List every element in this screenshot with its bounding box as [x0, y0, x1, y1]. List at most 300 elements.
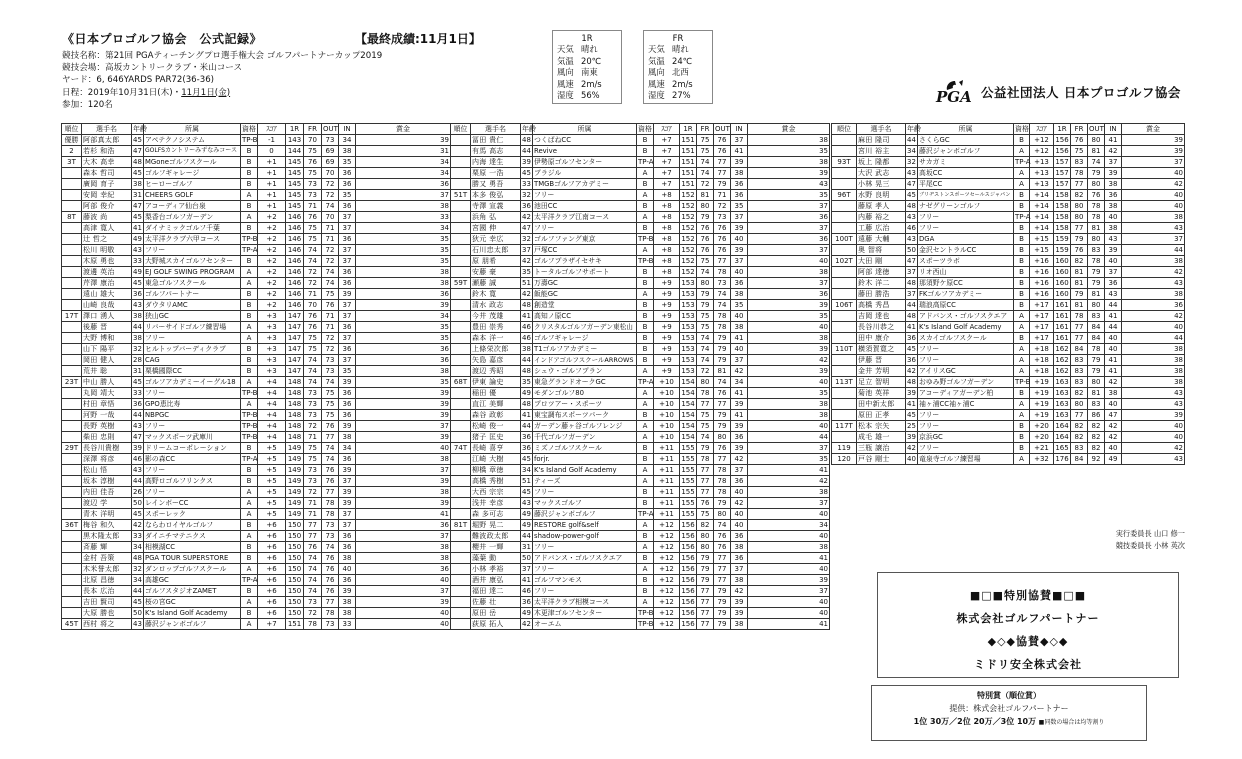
in-cell: 39 — [731, 245, 748, 256]
score-cell: +19 — [1030, 410, 1054, 421]
final-round-cell: 73 — [304, 597, 322, 608]
round1-cell: 156 — [681, 565, 695, 573]
rank-cell — [62, 190, 82, 201]
prize-money-cell: 39 — [356, 476, 451, 487]
table-row — [451, 168, 830, 179]
rank-cell — [451, 410, 471, 421]
prize-money-cell: 38 — [356, 454, 451, 465]
final-round-cell: 77 — [1071, 223, 1088, 234]
table-row — [451, 311, 830, 322]
affiliation-cell: サカガミ — [918, 157, 1014, 168]
score-cell: +7 — [654, 135, 680, 146]
round1-cell: 157 — [1055, 169, 1069, 177]
round1-cell: 146 — [286, 256, 304, 267]
affiliation-cell: 金沢セントラルCC — [918, 245, 1014, 256]
in-cell: 36 — [339, 388, 356, 399]
in-cell: 41 — [731, 333, 748, 344]
out-cell: 76 — [322, 575, 339, 586]
qualification-cell: A — [241, 399, 258, 410]
player-name-cell: 安岡 幸紀 — [82, 190, 132, 201]
out-cell: 71 — [714, 190, 731, 201]
round1-cell: 149 — [286, 454, 304, 465]
affiliation-cell: ティーズ — [533, 476, 637, 487]
round1-cell: 161 — [1055, 323, 1069, 331]
player-name-cell: 福田 達二 — [471, 586, 521, 597]
score-cell: +12 — [654, 619, 680, 630]
player-name-cell: 藻葉 動 — [471, 553, 521, 564]
qualification-cell: B — [241, 553, 258, 564]
score-cell: 0 — [258, 146, 286, 157]
final-round-cell: 75 — [304, 443, 322, 454]
qualification-cell: A — [241, 190, 258, 201]
out-cell: 79 — [714, 421, 731, 432]
prize-money-cell: 43 — [1122, 399, 1185, 410]
rank-cell — [451, 388, 471, 399]
in-cell: 38 — [731, 575, 748, 586]
in-cell: 37 — [339, 509, 356, 520]
score-cell: +4 — [258, 399, 286, 410]
round1-cell: 146 — [286, 289, 304, 300]
out-cell: 83 — [1088, 245, 1105, 256]
affiliation-cell: フリー — [533, 564, 637, 575]
out-cell: 72 — [714, 201, 731, 212]
rank-cell: 17T — [62, 311, 82, 322]
out-cell: 77 — [714, 575, 731, 586]
age-cell: 45 — [133, 598, 142, 606]
affiliation-cell: マックスゴルフ — [533, 498, 637, 509]
table-row — [832, 366, 1185, 377]
col-header-round1: 1R — [1054, 124, 1071, 135]
age-cell: 43 — [133, 466, 142, 474]
qualification-cell: B — [637, 531, 654, 542]
age-cell: 43 — [907, 235, 916, 243]
qualification-cell: A — [1014, 366, 1030, 377]
prize-money-cell: 38 — [1122, 377, 1185, 388]
out-cell: 76 — [714, 531, 731, 542]
col-header-score: ｽｺｱ — [1030, 124, 1054, 135]
qualification-cell: B — [637, 586, 654, 597]
score-cell: +12 — [1030, 135, 1054, 146]
age-cell: 46 — [907, 224, 916, 232]
player-name-cell: 田中 康介 — [857, 333, 906, 344]
col-header-qualification: 資格 — [242, 125, 256, 133]
round1-cell: 146 — [286, 267, 304, 278]
age-cell: 38 — [133, 334, 142, 342]
rank-cell: 3T — [62, 157, 82, 168]
affiliation-cell: フリー — [533, 223, 637, 234]
player-name-cell: 辻 哲之 — [82, 234, 132, 245]
table-row — [832, 146, 1185, 157]
round1-cell: 158 — [1055, 224, 1069, 232]
rank-cell — [451, 498, 471, 509]
rank-cell — [451, 289, 471, 300]
round1-cell: 148 — [286, 421, 304, 432]
in-cell: 37 — [339, 245, 356, 256]
rank-cell: 120 — [832, 454, 857, 465]
cosponsor-heading: ◆◇◆協賛◆◇◆ — [987, 635, 1069, 648]
final-round-cell: 75 — [697, 509, 714, 520]
player-name-cell: 大野 博和 — [82, 333, 132, 344]
affiliation-cell: 千代ゴルフガーデン — [533, 432, 637, 443]
score-cell: +2 — [258, 223, 286, 234]
affiliation-cell: 那須野ケ原CC — [918, 278, 1014, 289]
in-cell: 34 — [731, 377, 748, 388]
rank-cell — [62, 575, 82, 586]
score-cell: +3 — [258, 355, 286, 366]
round1-cell: 150 — [286, 575, 304, 586]
score-cell: +17 — [1030, 311, 1054, 322]
table-header — [62, 124, 451, 135]
out-cell: 79 — [1088, 267, 1105, 278]
pga-mark-icon — [935, 78, 975, 106]
in-cell: 36 — [339, 267, 356, 278]
qualification-cell: A — [241, 487, 258, 498]
qualification-cell: B — [637, 454, 654, 465]
round1-cell: 154 — [681, 378, 695, 386]
age-cell: 44 — [907, 136, 916, 144]
table-row — [451, 289, 830, 300]
age-cell: 25 — [907, 422, 916, 430]
player-name-cell: 荒井 聡 — [82, 366, 132, 377]
score-cell: +2 — [258, 245, 286, 256]
player-name-cell: 有馬 高志 — [471, 146, 521, 157]
weather-row: 天気 晴れ — [648, 44, 689, 55]
score-cell: +10 — [654, 388, 680, 399]
score-cell: +18 — [1030, 344, 1054, 355]
round1-cell: 152 — [681, 191, 695, 199]
player-name-cell: 工藤 広治 — [857, 223, 906, 234]
in-cell: 44 — [1105, 322, 1122, 333]
qualification-cell: B — [241, 465, 258, 476]
table-row — [62, 267, 451, 278]
rank-cell — [451, 597, 471, 608]
player-name-cell: 伊藤 晋 — [857, 355, 906, 366]
out-cell: 79 — [714, 619, 731, 630]
in-cell: 43 — [1105, 289, 1122, 300]
final-round-cell: 74 — [304, 575, 322, 586]
table-row — [451, 443, 830, 454]
table-row — [451, 432, 830, 443]
final-round-cell: 73 — [304, 410, 322, 421]
score-cell: +11 — [654, 476, 680, 487]
age-cell: 39 — [133, 444, 142, 452]
table-row — [451, 608, 830, 619]
table-row — [832, 421, 1185, 432]
affiliation-cell: Revive — [533, 146, 637, 157]
prize-money-cell: 37 — [748, 586, 830, 597]
affiliation-cell: ゴルフプラザイセサキ — [533, 256, 637, 267]
qualification-cell: B — [637, 333, 654, 344]
table-row — [451, 388, 830, 399]
prize-money-cell: 37 — [748, 245, 830, 256]
table-row — [451, 498, 830, 509]
score-cell: +11 — [654, 509, 680, 520]
score-cell: +2 — [258, 234, 286, 245]
in-cell: 36 — [339, 399, 356, 410]
round1-cell: 154 — [681, 422, 695, 430]
affiliation-cell: ゴルフアカデミーイーグル18 — [144, 377, 241, 388]
prize-money-cell: 40 — [1122, 421, 1185, 432]
player-name-cell: 森本 哲司 — [82, 168, 132, 179]
affiliation-cell: プロツアー・スポーツ — [533, 399, 637, 410]
col-header-final-round: FR — [1071, 124, 1088, 135]
in-cell: 38 — [1105, 179, 1122, 190]
age-cell: 45 — [522, 455, 531, 463]
qualification-cell: B — [241, 223, 258, 234]
round1-cell: 143 — [286, 135, 304, 146]
table-row — [62, 234, 451, 245]
out-cell: 84 — [1088, 322, 1105, 333]
prize-money-cell: 39 — [748, 168, 830, 179]
score-cell: +12 — [654, 531, 680, 542]
player-name-cell: 堀野 晃二 — [471, 520, 521, 531]
final-round-cell: 76 — [1071, 245, 1088, 256]
final-round-cell: 71 — [304, 509, 322, 520]
qualification-cell: B — [637, 553, 654, 564]
qualification-cell: TP-B — [1015, 378, 1031, 386]
round1-cell: 153 — [681, 367, 695, 375]
rank-cell — [451, 300, 471, 311]
rank-cell — [62, 300, 82, 311]
round1-cell: 155 — [681, 477, 695, 485]
final-round-cell: 71 — [304, 201, 322, 212]
table-row — [62, 201, 451, 212]
table-row — [62, 333, 451, 344]
out-cell: 79 — [714, 608, 731, 619]
prize-money-cell: 36 — [748, 212, 830, 223]
score-cell: +20 — [1030, 432, 1054, 443]
rank-cell — [62, 179, 82, 190]
in-cell: 41 — [1105, 135, 1122, 146]
final-round-cell: 77 — [1071, 333, 1088, 344]
age-cell: 33 — [133, 532, 142, 540]
tournament-info — [62, 50, 382, 111]
out-cell: 69 — [322, 157, 339, 168]
player-name-cell: 丸岡 靖大 — [82, 388, 132, 399]
final-round-cell: 79 — [697, 564, 714, 575]
rank-cell — [62, 476, 82, 487]
affiliation-cell: スポーツラボ — [918, 256, 1014, 267]
round1-cell: 151 — [681, 169, 695, 177]
in-cell: 41 — [731, 146, 748, 157]
affiliation-cell: 大野城スカイゴルフセンター — [144, 256, 241, 267]
table-row — [451, 179, 830, 190]
qualification-cell: TP-B — [638, 235, 654, 243]
affiliation-cell: さくらGC — [918, 135, 1014, 146]
round1-cell: 156 — [681, 554, 695, 562]
table-row — [832, 388, 1185, 399]
round1-cell: 157 — [1055, 158, 1069, 166]
round1-cell: 147 — [286, 333, 304, 344]
col-header-out: OUT — [1089, 125, 1104, 133]
final-round-cell: 82 — [1071, 432, 1088, 443]
out-cell: 76 — [322, 476, 339, 487]
rank-cell — [451, 355, 471, 366]
out-cell: 77 — [714, 454, 731, 465]
rank-cell — [832, 278, 857, 289]
prize-money-cell: 31 — [356, 146, 451, 157]
player-name-cell: 木原 勇也 — [82, 256, 132, 267]
score-cell: +11 — [654, 498, 680, 509]
in-cell: 39 — [339, 465, 356, 476]
qualification-cell: A — [637, 289, 654, 300]
out-cell: 73 — [322, 520, 339, 531]
col-header-age: 年齢 — [133, 125, 147, 133]
score-cell: +8 — [654, 267, 680, 278]
score-cell: +6 — [258, 564, 286, 575]
table-row — [451, 564, 830, 575]
final-round-cell: 76 — [697, 245, 714, 256]
final-round-cell: 76 — [304, 157, 322, 168]
results-table-1 — [61, 123, 451, 630]
final-round-cell: 81 — [697, 190, 714, 201]
qualification-cell: B — [1014, 201, 1030, 212]
rank-cell — [451, 157, 471, 168]
table-row — [832, 135, 1185, 146]
round1-cell: 146 — [286, 245, 304, 256]
out-cell: 79 — [1088, 366, 1105, 377]
age-cell: 46 — [522, 334, 531, 342]
qualification-cell: A — [241, 509, 258, 520]
rank-cell — [451, 201, 471, 212]
prize-money-cell: 35 — [748, 388, 830, 399]
qualification-cell: A — [637, 476, 654, 487]
in-cell: 40 — [731, 234, 748, 245]
score-cell: +12 — [654, 553, 680, 564]
col-header-out: OUT — [715, 125, 730, 133]
prize-money-cell: 42 — [748, 355, 830, 366]
affiliation-cell: フリー — [918, 344, 1014, 355]
prize-money-cell: 40 — [356, 443, 451, 454]
qualification-cell: A — [637, 564, 654, 575]
final-round-cell: 78 — [1071, 168, 1088, 179]
final-round-cell: 75 — [304, 234, 322, 245]
table-row — [832, 168, 1185, 179]
table-row — [451, 520, 830, 531]
weather-row: 風向 北西 — [648, 67, 689, 78]
in-cell: 36 — [1105, 278, 1122, 289]
out-cell: 73 — [322, 355, 339, 366]
in-cell: 36 — [731, 476, 748, 487]
round1-cell: 150 — [286, 564, 304, 575]
prize-money-cell: 38 — [748, 267, 830, 278]
rank-cell — [451, 619, 471, 630]
prize-money-cell: 38 — [748, 135, 830, 146]
affiliation-cell: フリー — [533, 487, 637, 498]
round1-cell: 156 — [681, 543, 695, 551]
qualification-cell: B — [241, 300, 258, 311]
out-cell: 84 — [1088, 333, 1105, 344]
rank-cell — [451, 168, 471, 179]
rank-cell — [832, 179, 857, 190]
affiliation-cell: ナゼグリーンゴルフ — [918, 201, 1014, 212]
final-round-cell: 76 — [304, 212, 322, 223]
age-cell: 43 — [133, 620, 142, 628]
player-name-cell: 藤波 尚 — [82, 212, 132, 223]
in-cell: 38 — [731, 542, 748, 553]
table-row — [832, 311, 1185, 322]
final-round-cell: 73 — [304, 388, 322, 399]
out-cell: 80 — [1088, 377, 1105, 388]
final-round-cell: 81 — [1071, 278, 1088, 289]
age-cell: 45 — [522, 488, 531, 496]
final-round-cell: 77 — [697, 608, 714, 619]
prize-money-cell: 36 — [1122, 300, 1185, 311]
player-name-cell: 渡邊 英治 — [82, 267, 132, 278]
affiliation-cell: リバーサイドゴルフ練習場 — [144, 322, 241, 333]
out-cell: 83 — [1088, 311, 1105, 322]
age-cell: 42 — [522, 290, 531, 298]
prize-money-cell: 40 — [1122, 190, 1185, 201]
in-cell: 36 — [339, 531, 356, 542]
player-name-cell: 青木 洋明 — [82, 509, 132, 520]
table-row — [62, 542, 451, 553]
score-cell: +13 — [1030, 179, 1054, 190]
in-cell: 42 — [1105, 432, 1122, 443]
in-cell: 37 — [731, 256, 748, 267]
round1-cell: 147 — [286, 366, 304, 377]
rank-cell — [832, 168, 857, 179]
final-round-cell: 79 — [697, 553, 714, 564]
table-row — [62, 443, 451, 454]
final-round-cell: 77 — [1071, 410, 1088, 421]
affiliation-cell: 伊勢原ゴルフセンター — [533, 157, 637, 168]
age-cell: 48 — [133, 554, 142, 562]
player-name-cell: 吉岡 達也 — [857, 311, 906, 322]
age-cell: 41 — [522, 411, 531, 419]
round1-cell: 148 — [286, 432, 304, 443]
age-cell: 44 — [907, 301, 916, 309]
in-cell: 39 — [731, 443, 748, 454]
affiliation-cell: 高雄GC — [144, 575, 241, 586]
round1-cell: 150 — [286, 553, 304, 564]
table-row — [62, 421, 451, 432]
final-round-cell: 76 — [1071, 135, 1088, 146]
final-round-cell: 74 — [304, 355, 322, 366]
final-round-cell: 79 — [697, 575, 714, 586]
in-cell: 40 — [731, 267, 748, 278]
age-cell: 45 — [133, 213, 142, 221]
player-name-cell: 渡辺 秀昭 — [471, 366, 521, 377]
affiliation-cell: フリー — [918, 355, 1014, 366]
rank-cell — [832, 223, 857, 234]
player-name-cell: 深澤 将彦 — [82, 454, 132, 465]
qualification-cell: B — [1014, 223, 1030, 234]
final-round-cell: 72 — [304, 608, 322, 619]
age-cell: 48 — [907, 202, 916, 210]
score-cell: +14 — [1030, 190, 1054, 201]
score-cell: +16 — [1030, 256, 1054, 267]
final-round-cell: 73 — [304, 476, 322, 487]
round1-cell: 146 — [286, 223, 304, 234]
round1-cell: 161 — [1055, 334, 1069, 342]
player-name-cell: 直江 美輝 — [471, 399, 521, 410]
col-header-player-name: 選手名 — [82, 124, 132, 135]
age-cell: 31 — [522, 543, 531, 551]
org-name: 公益社団法人 日本プロゴルフ協会 — [981, 85, 1181, 100]
rank-cell — [62, 509, 82, 520]
in-cell: 36 — [339, 234, 356, 245]
out-cell: 73 — [714, 278, 731, 289]
out-cell: 78 — [1088, 256, 1105, 267]
affiliation-cell: 狭山GC — [144, 311, 241, 322]
table-row — [451, 278, 830, 289]
final-round-cell: 71 — [304, 498, 322, 509]
in-cell: 38 — [731, 322, 748, 333]
table-row — [451, 135, 830, 146]
age-cell: 42 — [522, 620, 531, 628]
player-name-cell: 猪子 匡史 — [471, 432, 521, 443]
